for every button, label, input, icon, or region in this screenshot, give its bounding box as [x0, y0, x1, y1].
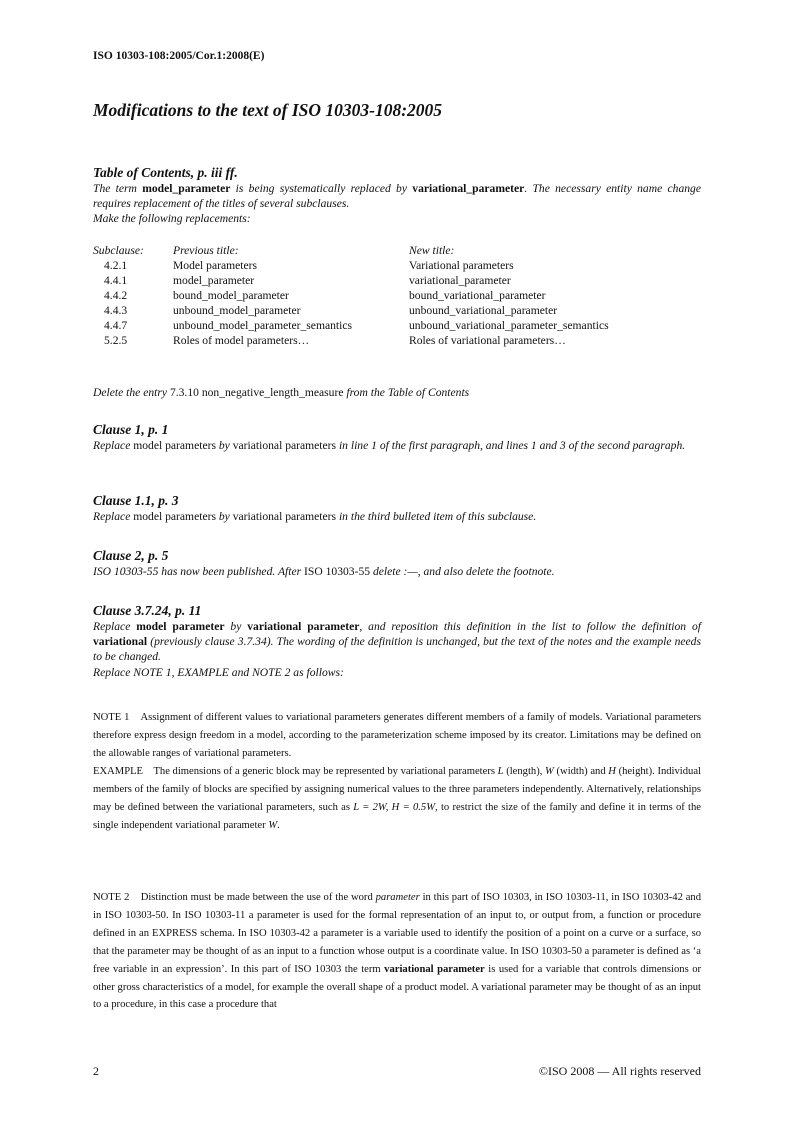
paragraph	[93, 564, 701, 579]
cell-text: Model parameters	[173, 259, 258, 272]
text-run: NOTE	[93, 712, 122, 723]
subclause-cell	[93, 273, 173, 288]
section-clause-1	[93, 422, 701, 453]
text-run: delete :—, and also delete the footnote.	[370, 565, 555, 578]
page-number: 2	[93, 1064, 99, 1078]
cell-text: 4.2.1	[104, 259, 128, 272]
text-run: by	[224, 620, 248, 633]
subclause-cell	[93, 318, 173, 333]
text-run: is being systematically replaced by	[230, 182, 413, 195]
section-heading: Clause 1.1, p. 3	[93, 493, 179, 508]
text-run: W	[545, 766, 554, 777]
text-run: ISO 10303-55 has now been published. After	[93, 565, 305, 578]
text-run: 2 Distinction must be made between the use of the word	[121, 892, 376, 903]
text-run: . The necessary entity name change requires replacement of the titles of several subclauses.	[93, 182, 704, 211]
text-run: is used for a variable that controls dimensions or other gross characteristics of a model, for example the overall shape of a product model. A variational parameter may be thought of as an input to a procedure, in this case a procedure that	[93, 963, 704, 1011]
cell-text: 4.4.3	[104, 304, 128, 317]
example	[93, 763, 704, 835]
text-run: model_parameter	[142, 182, 231, 195]
text-run: in line 1 of the first paragraph, and lines 1 and 3 of the second paragraph.	[336, 439, 686, 452]
new-title-cell	[409, 258, 609, 273]
table-row	[93, 288, 609, 303]
previous-title-cell	[173, 333, 409, 348]
text-run: Replace	[93, 510, 134, 523]
previous-title-cell	[173, 288, 409, 303]
text-run: variational parameters	[232, 510, 337, 523]
text-run: model parameter	[136, 620, 225, 633]
cell-text: bound_model_parameter	[173, 289, 289, 302]
text-run: variational parameter	[384, 963, 485, 975]
section-toc	[93, 165, 704, 227]
text-run: Replace	[93, 620, 137, 633]
column-header: Previous title:	[173, 244, 239, 257]
text-run: NOTE	[93, 892, 122, 903]
note-2	[93, 889, 704, 1014]
table-row	[93, 318, 609, 333]
section-heading: Clause 1, p. 1	[93, 422, 169, 437]
text-run: variational_parameter	[412, 182, 525, 195]
section-clause-3-7-24	[93, 603, 704, 680]
text-run: EXAMPLE	[93, 766, 144, 777]
paragraph	[93, 509, 701, 524]
previous-title-cell	[173, 258, 409, 273]
text-run: model parameters	[133, 510, 216, 523]
cell-text: bound_variational_parameter	[409, 289, 546, 302]
subclause-cell	[93, 288, 173, 303]
text-run: Replace NOTE 1, EXAMPLE and NOTE 2 as follows:	[93, 665, 344, 679]
table-row	[93, 303, 609, 318]
text-run: by	[215, 439, 233, 452]
paragraph	[93, 619, 704, 680]
text-run: ISO 10303-55	[304, 565, 371, 578]
text-run: (width) and	[553, 766, 609, 777]
text-run: The term	[93, 182, 143, 195]
page-footer	[93, 1064, 701, 1079]
cell-text: 4.4.7	[104, 319, 128, 332]
text-run: The dimensions of a generic block may be represented by variational parameters	[143, 766, 498, 777]
cell-text: 5.2.5	[104, 334, 128, 347]
section-heading: Table of Contents, p. iii ff.	[93, 165, 238, 180]
paragraph	[93, 438, 701, 453]
text-run: H	[608, 766, 616, 777]
subclause-cell	[93, 258, 173, 273]
text-run: from the Table of Contents	[343, 386, 470, 399]
text-run: , and reposition this definition in the list to follow the definition of	[359, 620, 704, 633]
text-run: L = 2W, H = 0.5W	[353, 801, 436, 813]
delete-entry-instruction	[93, 385, 701, 400]
text-run: (previously clause 3.7.34). The wording of the definition is unchanged, but the text of the notes and the example needs to be changed.	[93, 635, 704, 664]
text-run: variational	[93, 635, 148, 649]
text-run: variational parameters	[232, 439, 337, 452]
cell-text: Roles of variational parameters…	[409, 334, 566, 347]
text-run: Make the following replacements:	[93, 212, 251, 226]
section-clause-2	[93, 548, 701, 579]
section-heading: Clause 3.7.24, p. 11	[93, 603, 202, 618]
new-title-cell	[409, 288, 609, 303]
text-run: 7.3.10 non_negative_length_measure	[169, 386, 344, 399]
text-run: (length),	[503, 766, 546, 777]
new-title-cell	[409, 303, 609, 318]
cell-text: model_parameter	[173, 274, 255, 287]
text-run: , to restrict the size of the family and define it in terms of the single independent variational parameter	[93, 801, 704, 831]
text-run: by	[215, 510, 233, 523]
text-run: 1 Assignment of different values to variational parameters generates different members of a family of models. Variational parameters therefore express design freedom in a model, according to the parameterization scheme imposed by its creator. Limitations may be defined on the allowable ranges of variational parameters.	[93, 712, 704, 759]
text-run: (height). Individual members of the family of blocks are specified by assigning numerical values to the three parameters independently. Alternatively, relationships may be defined between the variational parameters, such as	[93, 766, 704, 813]
text-run: Delete the entry	[93, 386, 170, 399]
text-run: model parameters	[133, 439, 216, 452]
section-heading: Clause 2, p. 5	[93, 548, 169, 563]
text-run: Replace	[93, 439, 134, 452]
section-clause-1-1	[93, 493, 701, 524]
subclause-cell	[93, 333, 173, 348]
text-run: in this part of ISO 10303, in ISO 10303-11, in ISO 10303-42 and in ISO 10303-50. In ISO 10303-11 a parameter is used for the formal representation of an input to, or output from, a function or procedure defined in an EXPRESS schema. In ISO 10303-42 a parameter is a variable used to identify the position of a point on a curve or a surface, so that the parameter may be thought of as an input to a function whose output is a coordinate value. In ISO 10303-50 a parameter is defined as ‘a free variable in an expression’. In this part of ISO 10303 the term	[93, 892, 704, 975]
new-title-cell	[409, 333, 609, 348]
note-1	[93, 709, 704, 763]
new-title-cell	[409, 318, 609, 333]
column-header: New title:	[409, 244, 455, 257]
cell-text: 4.4.1	[104, 274, 128, 287]
text-run: W	[268, 819, 278, 831]
cell-text: unbound_variational_parameter	[409, 304, 558, 317]
cell-text: unbound_variational_parameter_semantics	[409, 319, 609, 332]
previous-title-cell	[173, 318, 409, 333]
table-row	[93, 258, 609, 273]
previous-title-cell	[173, 273, 409, 288]
text-run: in the third bulleted item of this subclause.	[336, 510, 537, 523]
cell-text: Roles of model parameters…	[173, 334, 310, 347]
text-run: variational parameter	[247, 620, 360, 633]
text-run: .	[277, 819, 280, 831]
cell-text: 4.4.2	[104, 289, 128, 302]
text-run: L	[497, 766, 504, 777]
replacement-table	[93, 243, 701, 348]
table-row	[93, 273, 609, 288]
copyright: ©ISO 2008 — All rights reserved	[538, 1064, 701, 1078]
table-header-row	[93, 243, 609, 258]
new-title-cell	[409, 273, 609, 288]
document-header: ISO 10303-108:2005/Cor.1:2008(E)	[93, 50, 265, 62]
text-run: parameter	[375, 892, 420, 903]
column-header: Subclause:	[93, 244, 144, 257]
cell-text: variational_parameter	[409, 274, 511, 287]
paragraph	[93, 181, 704, 227]
previous-title-cell	[173, 303, 409, 318]
cell-text: Variational parameters	[409, 259, 514, 272]
page-title: Modifications to the text of ISO 10303-108:2005	[93, 100, 443, 120]
subclause-cell	[93, 303, 173, 318]
cell-text: unbound_model_parameter	[173, 304, 301, 317]
table-row	[93, 333, 609, 348]
cell-text: unbound_model_parameter_semantics	[173, 319, 353, 332]
